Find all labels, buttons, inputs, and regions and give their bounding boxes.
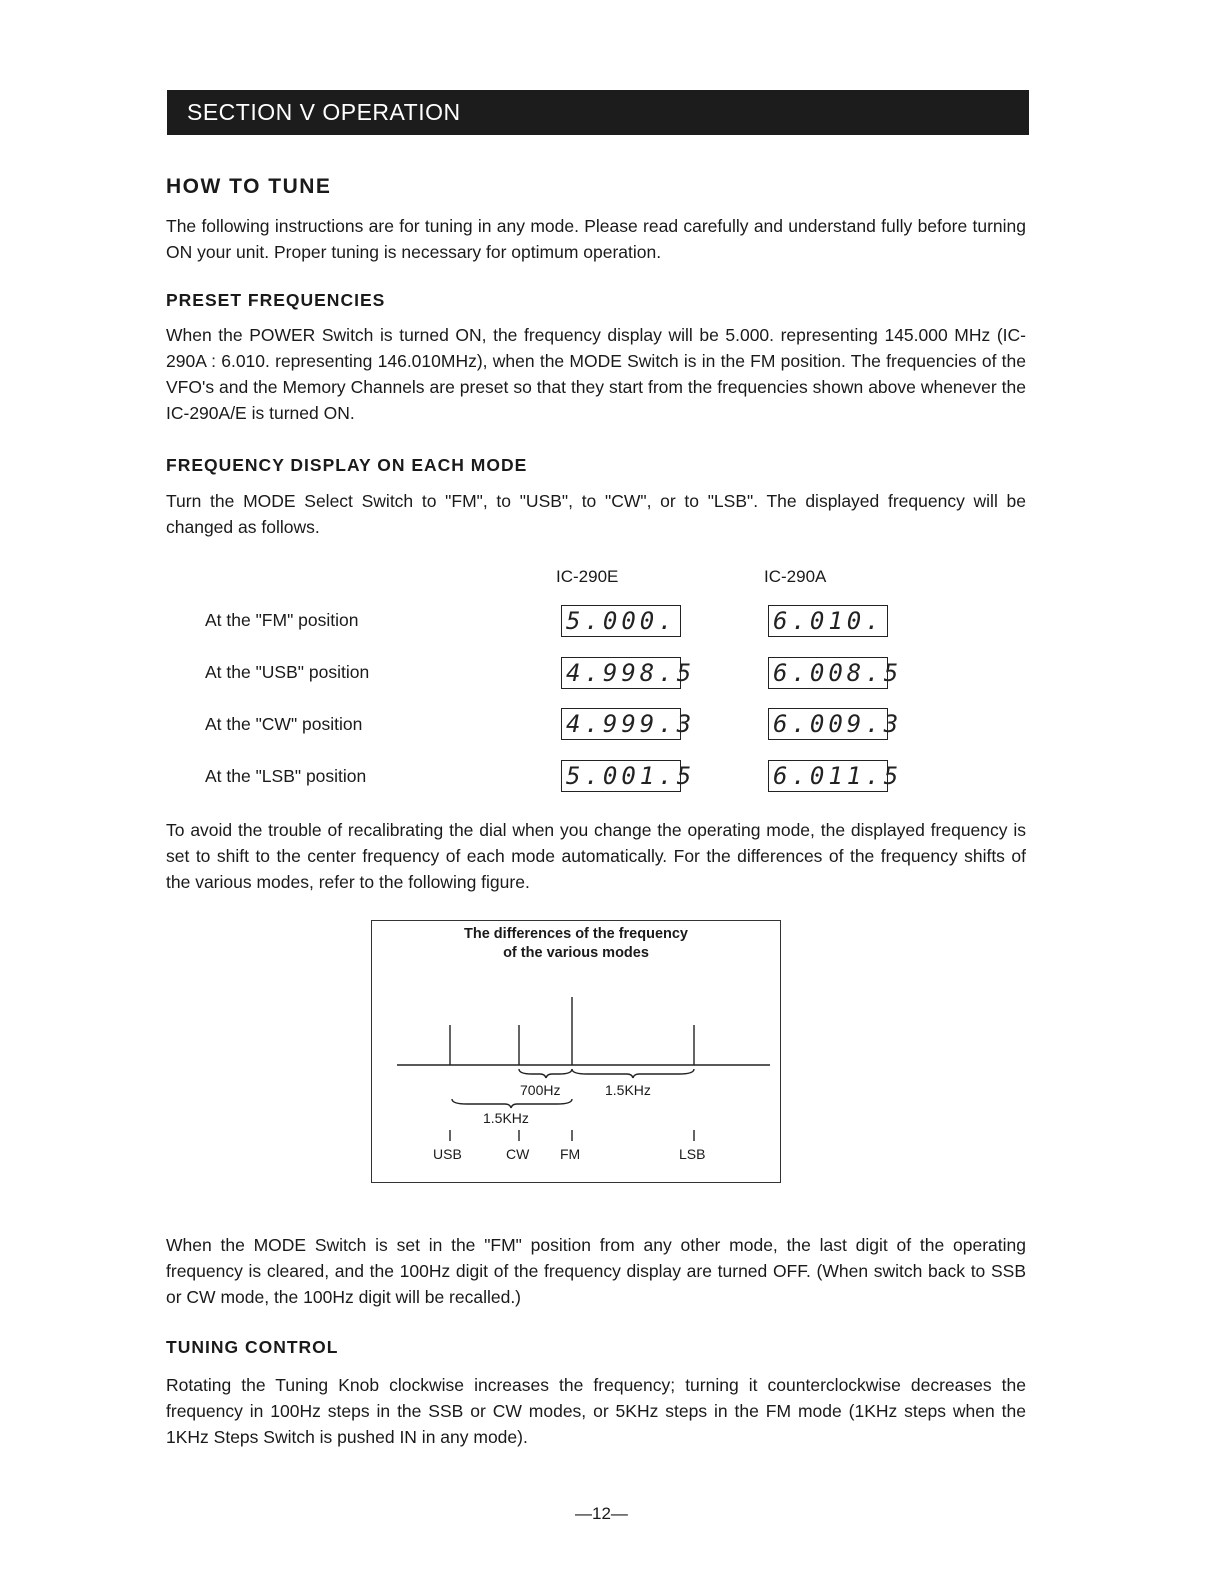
row-label-usb: At the "USB" position	[205, 662, 370, 682]
lcd-a-lsb: 6.011.5	[768, 760, 888, 792]
figure-title-line1: The differences of the frequency	[464, 926, 688, 942]
row-label-lsb: At the "LSB" position	[205, 766, 367, 786]
frequency-shift-diagram	[372, 921, 782, 1184]
figure-title-line2: of the various modes	[503, 945, 649, 961]
intro-paragraph: The following instructions are for tuning in any mode. Please read carefully and understand fully before turning ON your unit. Proper tuning is necessary for optimum operation.	[166, 216, 1026, 262]
brace-700hz	[519, 1069, 572, 1078]
row-label-fm: At the "FM" position	[205, 610, 359, 630]
fm-mode-paragraph: When the MODE Switch is set in the "FM" position from any other mode, the last digit of the operating frequency is cleared, and the 100Hz digit of the frequency display are turned OFF. (When switch back to SSB or CW mode, the 100Hz digit will be recalled.)	[166, 1235, 1026, 1307]
brace-1-5khz-upper	[572, 1069, 694, 1078]
lcd-a-fm: 6.010.	[768, 605, 888, 637]
column-header-ic290a: IC-290A	[764, 567, 827, 586]
preset-paragraph: When the POWER Switch is turned ON, the frequency display will be 5.000. representing 145.000 MHz (IC-290A : 6.010. representing 146.010MHz), when the MODE Switch is in the FM position. The frequencies of the VFO's and the Memory Channels are preset so that they start from the frequencies shown above whenever the IC-290A/E is turned ON.	[166, 325, 1026, 423]
lcd-e-fm: 5.000.	[561, 605, 681, 637]
section-banner: SECTION V OPERATION	[167, 90, 1029, 135]
page-number: —12—	[575, 1504, 628, 1523]
lcd-e-usb: 4.998.5	[561, 657, 681, 689]
mode-label-cw: CW	[506, 1146, 530, 1162]
label-1-5khz-lower: 1.5KHz	[483, 1110, 529, 1126]
lcd-a-usb: 6.008.5	[768, 657, 888, 689]
recalibration-paragraph: To avoid the trouble of recalibrating the dial when you change the operating mode, the displayed frequency is set to shift to the center frequency of each mode automatically. For the differences of the frequency shifts of the various modes, refer to the following figure.	[166, 820, 1026, 892]
label-700hz: 700Hz	[520, 1082, 561, 1098]
lcd-a-cw: 6.009.3	[768, 708, 888, 740]
lcd-e-cw: 4.999.3	[561, 708, 681, 740]
frequency-shift-figure	[371, 920, 781, 1183]
brace-1-5khz-lower	[452, 1099, 572, 1108]
label-1-5khz-upper: 1.5KHz	[605, 1082, 651, 1098]
freq-display-paragraph: Turn the MODE Select Switch to "FM", to "USB", to "CW", or to "LSB". The displayed frequency will be changed as follows.	[166, 491, 1026, 537]
mode-label-lsb: LSB	[679, 1146, 706, 1162]
mode-label-fm: FM	[560, 1146, 581, 1162]
tuning-heading: TUNING CONTROL	[166, 1337, 339, 1357]
lcd-e-lsb: 5.001.5	[561, 760, 681, 792]
column-header-ic290e: IC-290E	[556, 567, 619, 586]
row-label-cw: At the "CW" position	[205, 714, 363, 734]
tuning-paragraph: Rotating the Tuning Knob clockwise increases the frequency; turning it counterclockwise decreases the frequency in 100Hz steps in the SSB or CW modes, or 5KHz steps in the FM mode (1KHz steps when the 1KHz Steps Switch is pushed IN in any mode).	[166, 1375, 1026, 1447]
page-title: HOW TO TUNE	[166, 175, 332, 198]
mode-label-usb: USB	[433, 1146, 462, 1162]
preset-heading: PRESET FREQUENCIES	[166, 290, 386, 310]
freq-display-heading: FREQUENCY DISPLAY ON EACH MODE	[166, 455, 528, 475]
